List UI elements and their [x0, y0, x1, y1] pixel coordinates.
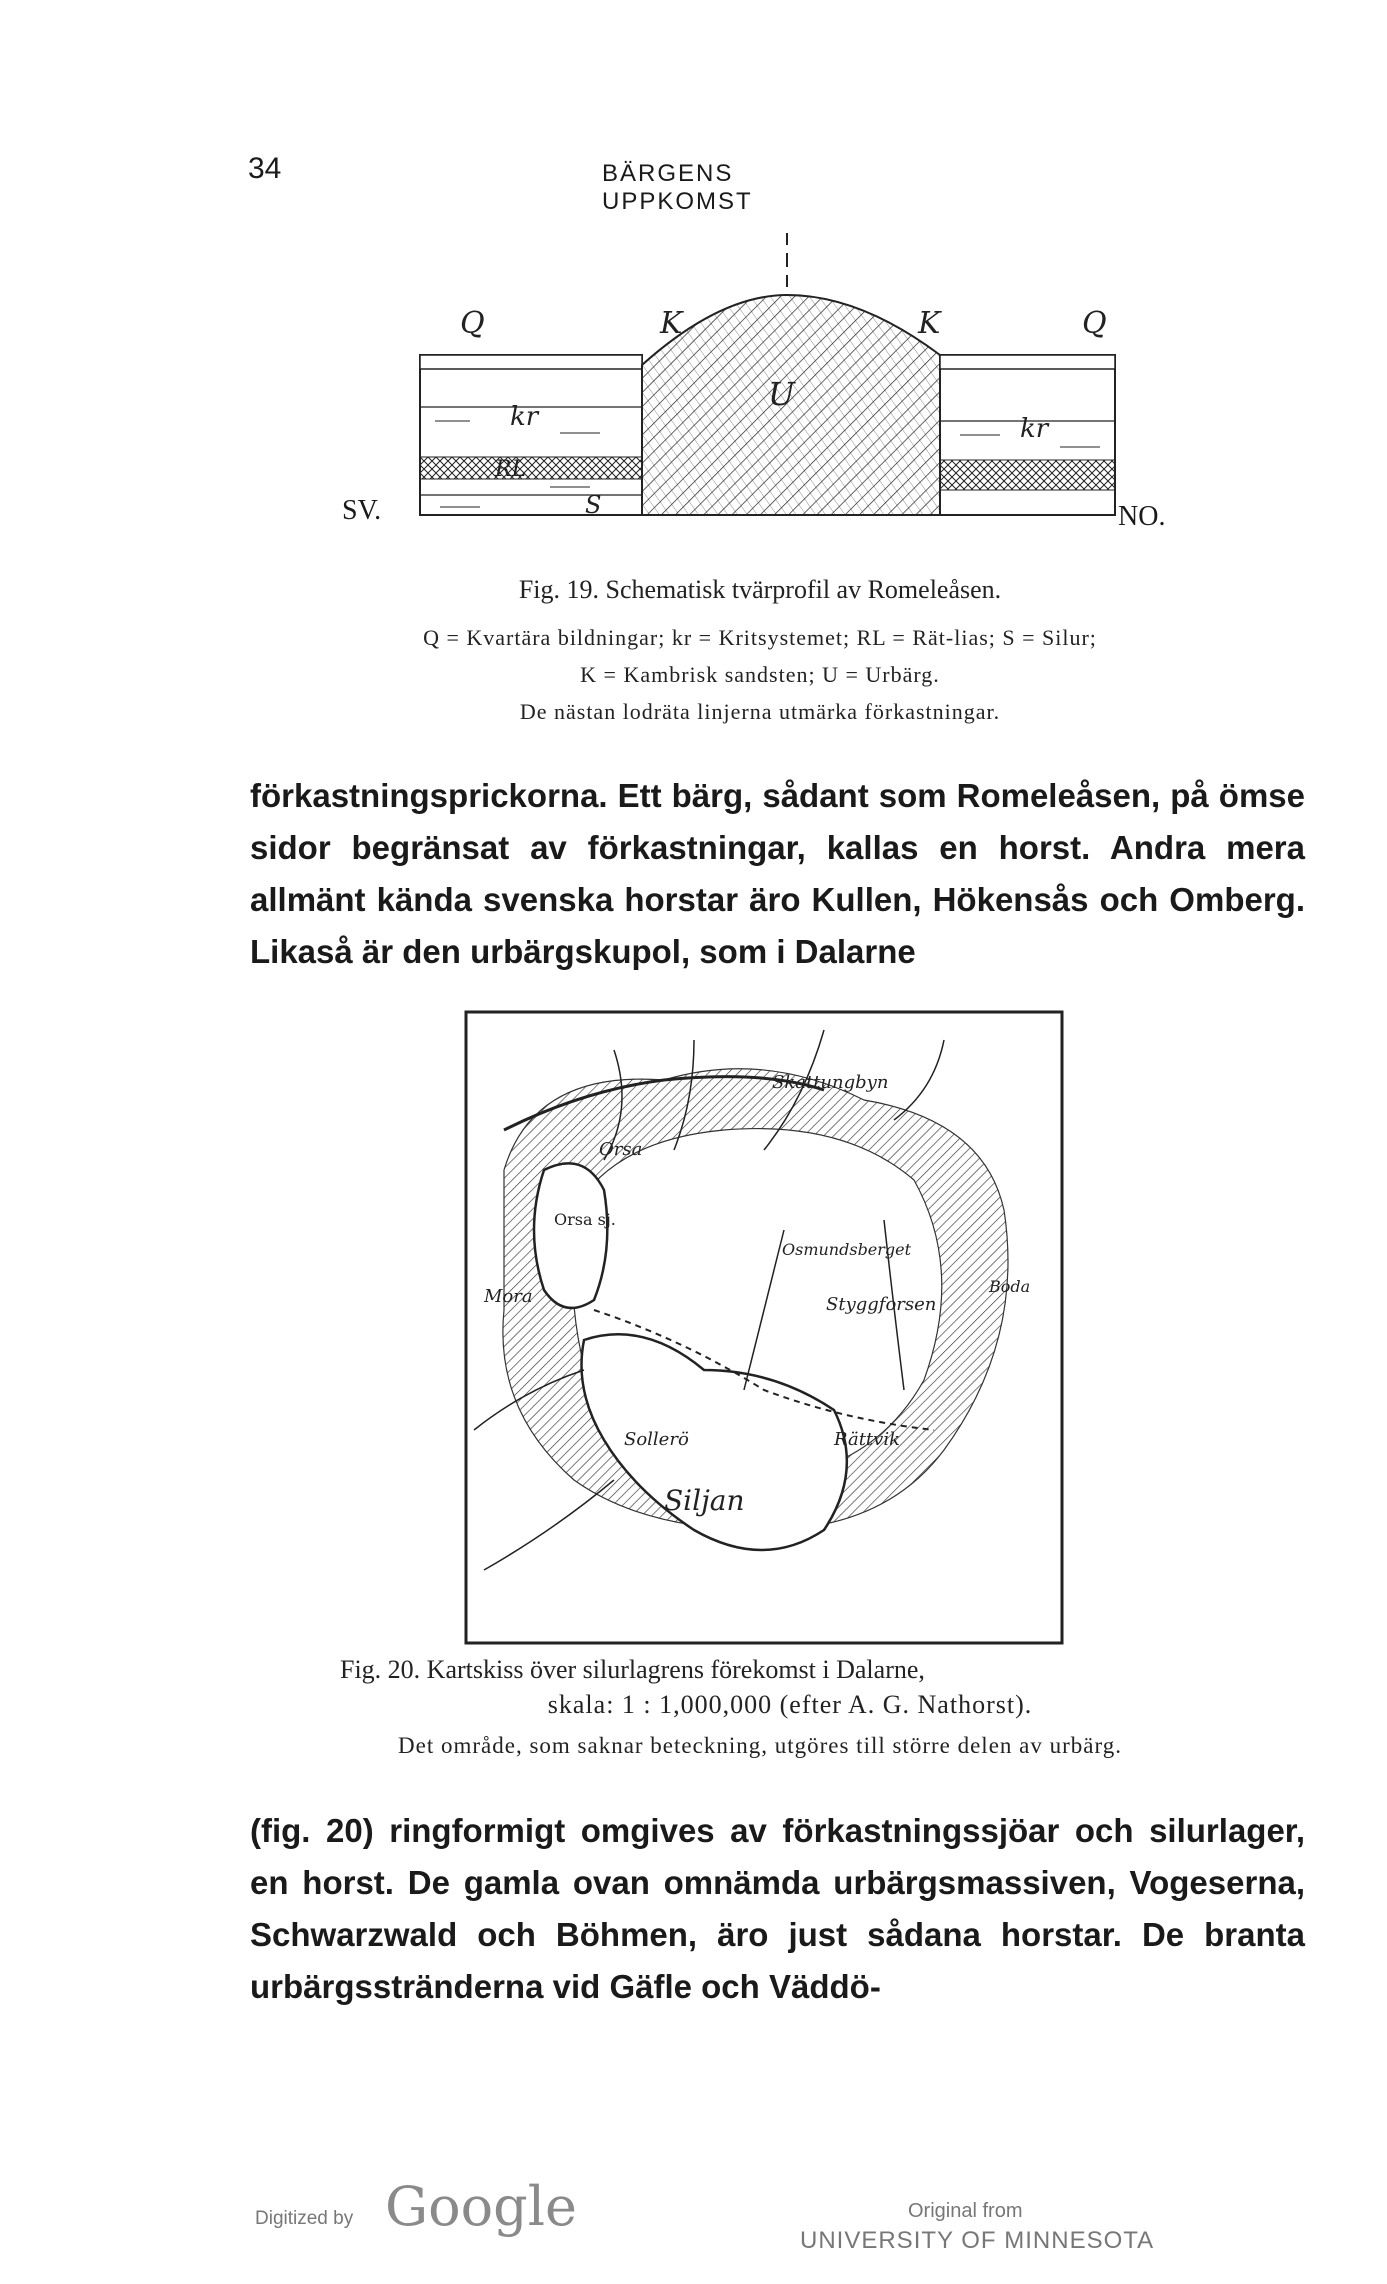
paragraph-2-text: (fig. 20) ringformigt omgives av förkastningssjöar och silurlager, en horst. De gamla ovan omnämda urbärgsmassiven, Vogeserna, Schwarzwald och Böhmen, äro just sådana horstar. De branta urbärgsstränderna vid Gäfle och Väddö- — [250, 1812, 1305, 2005]
label-kr-left: kr — [510, 402, 539, 432]
university-label: UNIVERSITY OF MINNESOTA — [800, 2227, 1155, 2254]
label-q-left: Q — [460, 306, 485, 341]
paragraph-1 — [250, 770, 1305, 978]
figure-20-map — [464, 1010, 1064, 1645]
figure-19-title: Fig. 19. Schematisk tvärprofil av Romeleåsen. — [518, 575, 1002, 604]
running-title: BÄRGENS UPPKOMST — [602, 160, 753, 215]
place-sollero: Sollerö — [624, 1429, 689, 1450]
figure-20-title: Fig. 20. Kartskiss över silurlagrens förekomst i Dalarne, — [340, 1655, 925, 1684]
label-no: NO. — [1118, 501, 1166, 532]
place-skattungbyn: Skattungbyn — [772, 1072, 889, 1093]
paragraph-1-text: förkastningsprickorna. Ett bärg, sådant som Romeleåsen, på ömse sidor begränsat av förkastningar, kallas en horst. Andra mera allmänt kända svenska horstar äro Kullen, Hökensås och Omberg. Likaså är den urbärgskupol, som i Dalarne — [250, 777, 1305, 970]
label-u: U — [768, 375, 795, 413]
figure-19-legend-2: K = Kambrisk sandsten; U = Urbärg. — [580, 662, 940, 687]
figure-20-note: Det område, som saknar beteckning, utgöres till större delen av urbärg. — [398, 1733, 1122, 1758]
place-siljan: Siljan — [664, 1484, 745, 1517]
place-rattvik: Rättvik — [834, 1429, 900, 1450]
figure-19-legend-1: Q = Kvartära bildningar; kr = Kritsystemet; RL = Rät-lias; S = Silur; — [423, 625, 1097, 650]
label-sv: SV. — [342, 495, 382, 526]
google-logo: Google — [385, 2175, 577, 2238]
map-sketch — [464, 1010, 1064, 1645]
label-k-right: K — [918, 306, 941, 341]
figure-19 — [300, 225, 1260, 565]
digitized-by-label: Digitized by — [255, 2208, 354, 2229]
place-boda: Boda — [989, 1277, 1031, 1296]
place-orsa: Orsa — [599, 1139, 643, 1160]
paragraph-2 — [250, 1805, 1305, 2013]
place-orsa-sj: Orsa sj. — [554, 1210, 616, 1229]
place-mora: Mora — [484, 1286, 533, 1307]
original-from-label: Original from — [908, 2200, 1023, 2222]
figure-19-legend-3: De nästan lodräta linjerna utmärka förkastningar. — [519, 699, 1001, 724]
label-k-left: K — [660, 306, 683, 341]
label-rl: RL — [495, 457, 527, 482]
page-number: 34 — [248, 152, 282, 185]
figure-20-scale: skala: 1 : 1,000,000 (efter A. G. Nathorst). — [547, 1690, 1033, 1719]
place-styggforsen: Styggforsen — [826, 1294, 937, 1315]
label-kr-right: kr — [1020, 414, 1049, 444]
cross-section-diagram — [300, 225, 1260, 565]
label-q-right: Q — [1082, 306, 1107, 341]
place-osmundsberget: Osmundsberget — [782, 1240, 912, 1259]
label-s: S — [585, 491, 602, 519]
